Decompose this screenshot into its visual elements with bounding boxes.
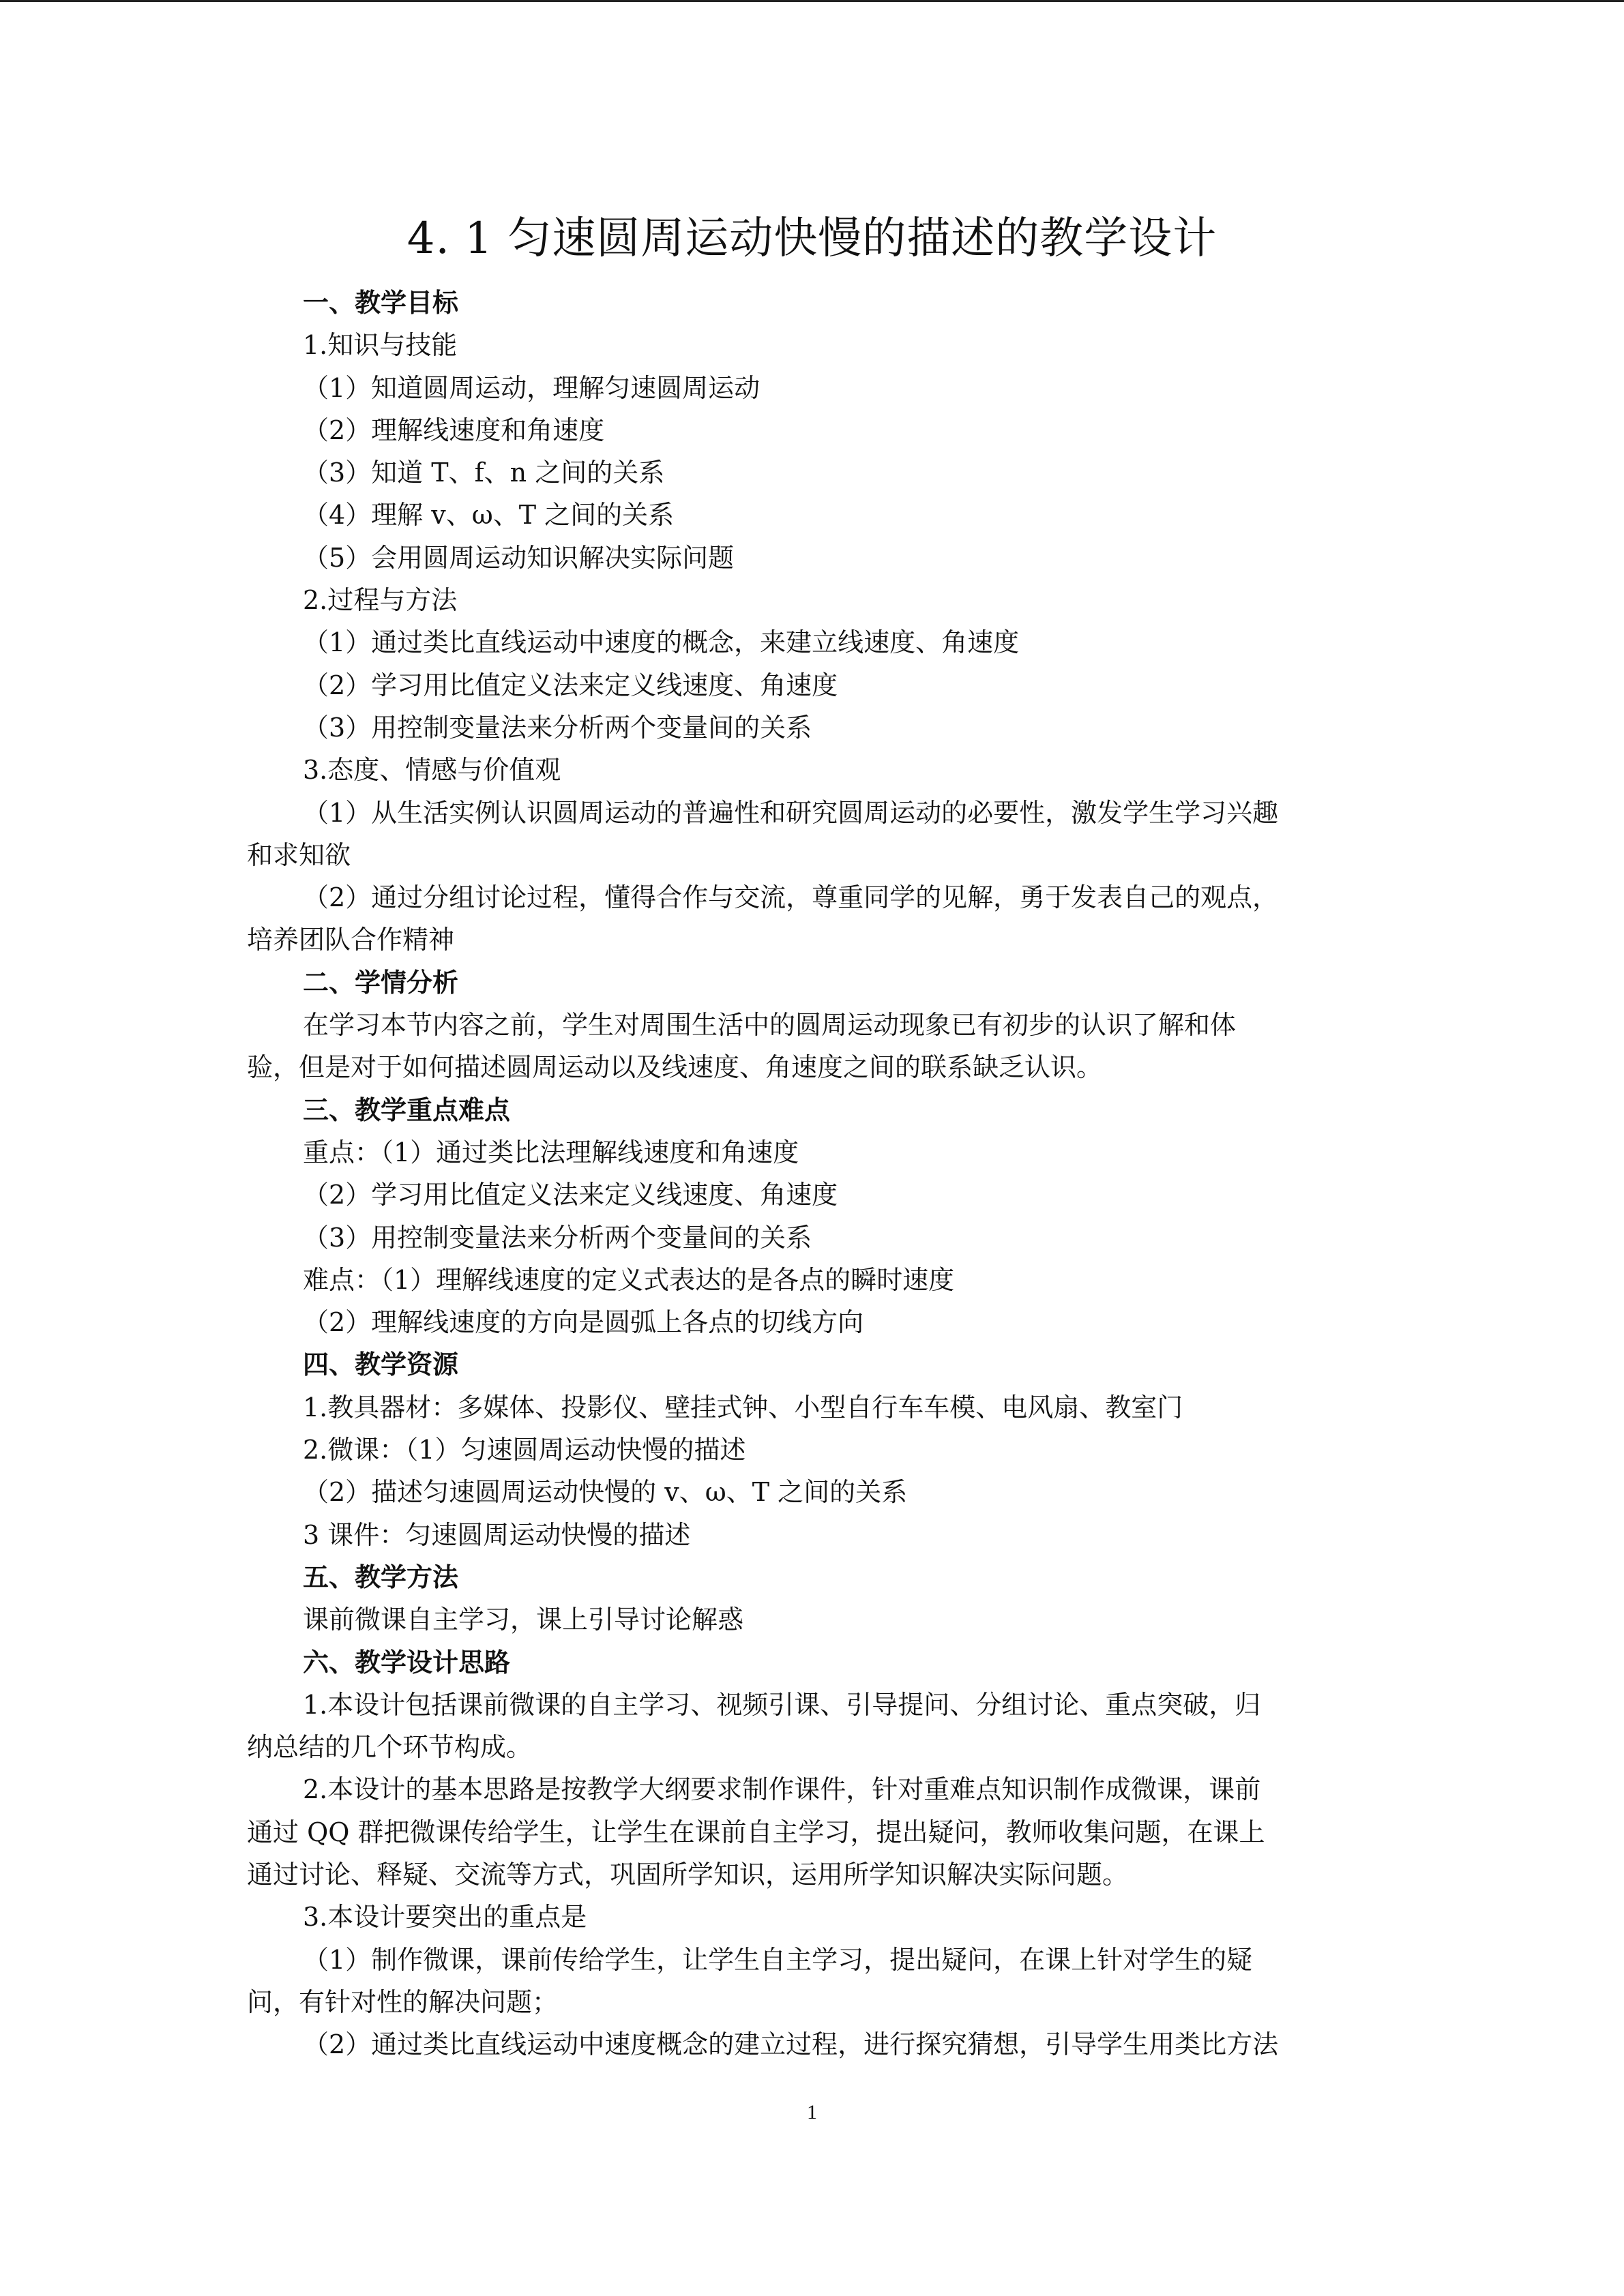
body-line: （1）从生活实例认识圆周运动的普遍性和研究圆周运动的必要性，激发学生学习兴趣 (303, 797, 1279, 828)
body-line: （4）理解 v、ω、T 之间的关系 (303, 500, 675, 531)
section-heading: 五、教学方法 (303, 1561, 459, 1592)
body-line: 2.本设计的基本思路是按教学大纲要求制作课件，针对重难点知识制作成微课，课前 (303, 1774, 1261, 1805)
document-body (247, 282, 1379, 2066)
body-line: 问，有针对性的解决问题； (247, 1986, 559, 2017)
section-heading: 六、教学设计思路 (303, 1646, 511, 1678)
body-line: 通过 QQ 群把微课传给学生，让学生在课前自主学习，提出疑问，教师收集问题，在课上 (247, 1817, 1265, 1847)
body-line: 重点：（1）通过类比法理解线速度和角速度 (303, 1137, 799, 1167)
body-line: 1.教具器材：多媒体、投影仪、壁挂式钟、小型自行车车模、电风扇、教室门 (303, 1392, 1183, 1422)
section-heading: 二、学情分析 (303, 966, 459, 998)
body-line: 3.本设计要突出的重点是 (303, 1902, 587, 1933)
body-line: （2）通过分组讨论过程，懂得合作与交流，尊重同学的见解，勇于发表自己的观点， (303, 882, 1279, 913)
body-line: （2）学习用比值定义法来定义线速度、角速度 (303, 1180, 838, 1210)
body-line: 难点：（1）理解线速度的定义式表达的是各点的瞬时速度 (303, 1264, 955, 1295)
body-line: （3）知道 T、f、n 之间的关系 (303, 458, 665, 488)
body-line: 培养团队合作精神 (247, 925, 455, 955)
body-line: 2.微课：（1）匀速圆周运动快慢的描述 (303, 1435, 746, 1465)
section-heading: 三、教学重点难点 (303, 1094, 511, 1125)
body-line: （2）学习用比值定义法来定义线速度、角速度 (303, 670, 838, 700)
body-line: （2）描述匀速圆周运动快慢的 v、ω、T 之间的关系 (303, 1477, 908, 1508)
body-line: 1.本设计包括课前微课的自主学习、视频引课、引导提问、分组讨论、重点突破，归 (303, 1689, 1261, 1720)
page-top-border (0, 0, 1624, 2)
document-title: 4. 1 匀速圆周运动快慢的描述的教学设计 (407, 213, 1217, 264)
body-line: 验，但是对于如何描述圆周运动以及线速度、角速度之间的联系缺乏认识。 (247, 1052, 1103, 1083)
body-line: 3.态度、情感与价值观 (303, 755, 561, 786)
body-line: （1）知道圆周运动，理解匀速圆周运动 (303, 372, 761, 403)
body-line: （2）通过类比直线运动中速度概念的建立过程，进行探究猜想，引导学生用类比方法 (303, 2029, 1279, 2060)
body-line: （2）理解线速度和角速度 (303, 415, 605, 445)
body-line: （1）通过类比直线运动中速度的概念，来建立线速度、角速度 (303, 627, 1020, 658)
page-number: 1 (807, 2101, 817, 2123)
body-line: （3）用控制变量法来分析两个变量间的关系 (303, 1222, 812, 1253)
body-line: 纳总结的几个环节构成。 (247, 1732, 533, 1763)
section-heading: 四、教学资源 (303, 1349, 459, 1380)
body-line: 通过讨论、释疑、交流等方式，巩固所学知识，运用所学知识解决实际问题。 (247, 1859, 1129, 1890)
body-line: （2）理解线速度的方向是圆弧上各点的切线方向 (303, 1307, 864, 1338)
body-line: 1.知识与技能 (303, 330, 458, 361)
body-line: （5）会用圆周运动知识解决实际问题 (303, 542, 735, 573)
body-line: （3）用控制变量法来分析两个变量间的关系 (303, 712, 812, 743)
body-line: 课前微课自主学习，课上引导讨论解惑 (303, 1605, 744, 1635)
body-line: 2.过程与方法 (303, 585, 458, 616)
body-line: 3 课件：匀速圆周运动快慢的描述 (303, 1519, 691, 1550)
body-line: 在学习本节内容之前，学生对周围生活中的圆周运动现象已有初步的认识了解和体 (303, 1010, 1237, 1041)
body-line: （1）制作微课，课前传给学生，让学生自主学习，提出疑问，在课上针对学生的疑 (303, 1944, 1253, 1975)
body-line: 和求知欲 (247, 839, 351, 870)
section-heading: 一、教学目标 (303, 287, 459, 318)
